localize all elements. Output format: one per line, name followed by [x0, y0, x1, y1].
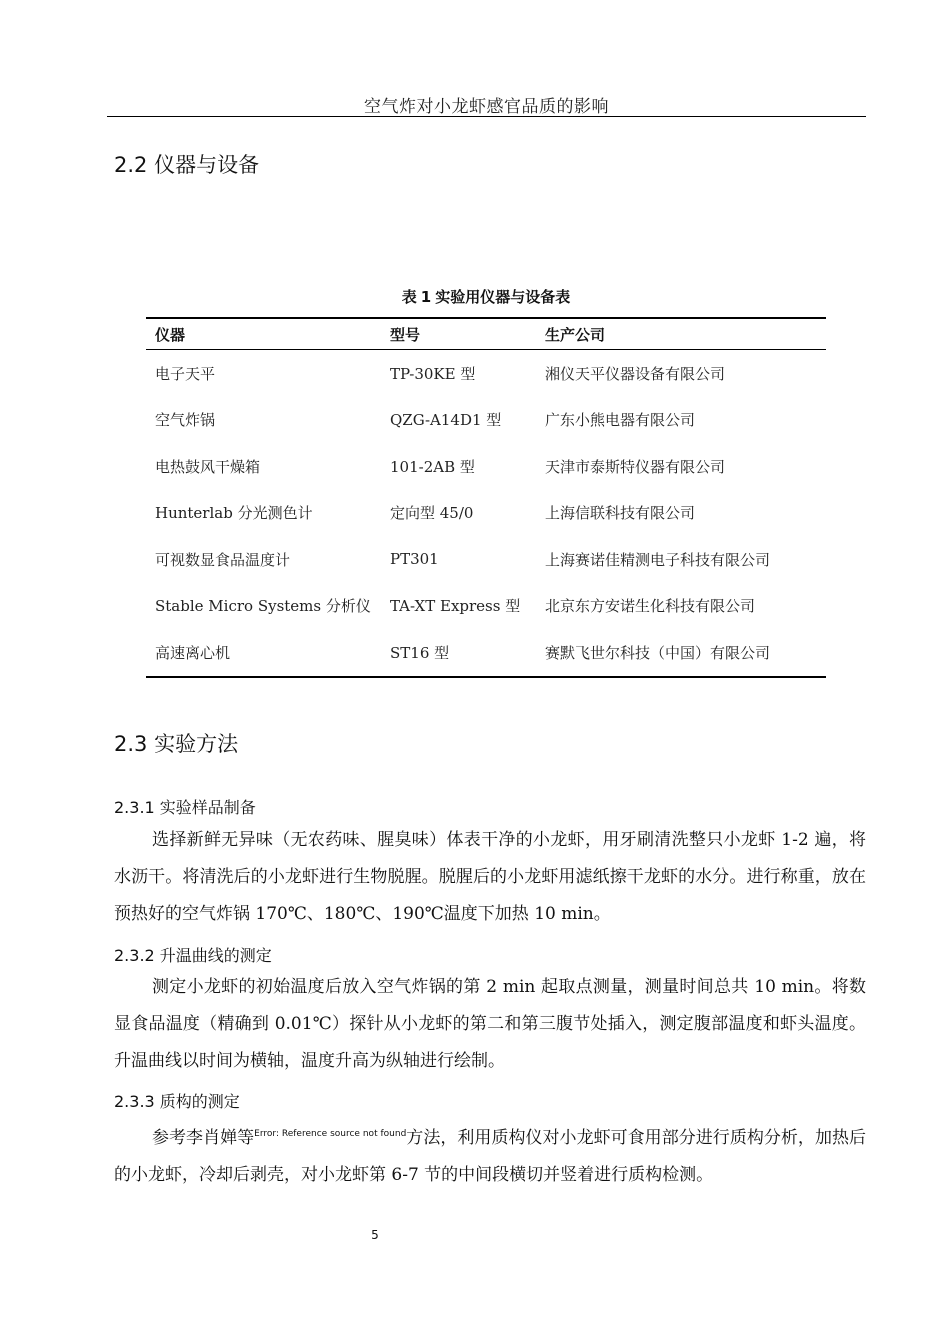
header-rule — [107, 116, 866, 117]
paragraph-sample-preparation: 选择新鲜无异味（无农药味、腥臭味）体表干净的小龙虾，用牙刷清洗整只小龙虾 1-2 遍，将水沥干。将清洗后的小龙虾进行生物脱腥。脱腥后的小龙虾用滤纸擦干龙虾的水分。进行称重，放在预热好的空气炸锅 170℃、180℃、190℃温度下加热 10 min。 — [114, 830, 866, 924]
table-header-cell: 型号 — [381, 318, 536, 350]
table-caption — [146, 286, 826, 307]
running-header: 空气炸对小龙虾感官品质的影响 — [364, 97, 609, 117]
table-caption-number: 1 — [420, 288, 432, 306]
table-cell: Hunterlab 分光测色计 — [155, 504, 313, 523]
table-cell: 天津市泰斯特仪器有限公司 — [545, 457, 726, 476]
table-caption-text: 实验用仪器与设备表 — [435, 288, 571, 306]
paragraph-text: 参考李肖婵等 — [152, 1128, 255, 1148]
subsection-heading-2-3-1: 2.3.1 实验样品制备 — [114, 798, 256, 817]
table-row — [146, 443, 826, 490]
table-cell: TP-30KE 型 — [390, 364, 476, 383]
table-cell: 上海赛诺佳精测电子科技有限公司 — [545, 550, 771, 569]
table-header-row — [146, 318, 826, 350]
table-cell: 北京东方安诺生化科技有限公司 — [545, 597, 756, 616]
reference-error-note: Error: Reference source not found — [254, 1129, 407, 1139]
table-cell: PT301 — [390, 550, 439, 569]
table-cell: ST16 型 — [381, 629, 536, 677]
equipment-table — [146, 317, 826, 678]
subsection-heading-2-3-2: 2.3.2 升温曲线的测定 — [114, 946, 272, 965]
table-cell: 赛默飞世尔科技（中国）有限公司 — [536, 629, 826, 677]
table-cell: 电热鼓风干燥箱 — [155, 457, 261, 476]
paragraph-heating-curve: 测定小龙虾的初始温度后放入空气炸锅的第 2 min 起取点测量，测量时间总共 10 min。将数显食品温度（精确到 0.01℃）探针从小龙虾的第二和第三腹节处插入，测定腹部温度和虾头温度。升温曲线以时间为横轴，温度升高为纵轴进行绘制。 — [114, 977, 866, 1071]
table-row — [146, 397, 826, 444]
subsection-heading-2-3-3: 2.3.3 质构的测定 — [114, 1092, 240, 1111]
table-header-cell: 仪器 — [146, 318, 381, 350]
table-cell: 可视数显食品温度计 — [155, 550, 291, 569]
table-row — [146, 350, 826, 397]
table-row — [146, 629, 826, 677]
table-row — [146, 583, 826, 630]
table-cell: 空气炸锅 — [155, 411, 216, 430]
table-cell: TA-XT Express 型 — [390, 597, 521, 616]
table-cell: Stable Micro Systems 分析仪 — [155, 597, 371, 616]
table-cell: 101-2AB 型 — [390, 457, 475, 476]
table-cell: 上海信联科技有限公司 — [545, 504, 696, 523]
section-heading-2-2: 2.2 仪器与设备 — [114, 153, 260, 177]
table-caption-prefix: 表 — [401, 288, 417, 306]
page-number: 5 — [371, 1228, 379, 1242]
table-cell: 广东小熊电器有限公司 — [545, 411, 696, 430]
table-cell: 定向型 45/0 — [390, 504, 474, 523]
section-heading-2-3: 2.3 实验方法 — [114, 732, 239, 756]
table-row — [146, 536, 826, 583]
table-cell: 电子天平 — [155, 364, 216, 383]
table-row — [146, 490, 826, 537]
table-header-cell: 生产公司 — [536, 318, 826, 350]
table-cell: 高速离心机 — [146, 629, 381, 677]
table-cell: 湘仪天平仪器设备有限公司 — [545, 364, 726, 383]
paragraph-texture — [114, 1116, 866, 1194]
paragraph-text: 方法，利用质构仪对小龙虾可食用部分进行质构分析，加热后的小龙虾，冷却后剥壳，对小龙虾第 6-7 节的中间段横切并竖着进行质构检测。 — [114, 1128, 867, 1185]
table-cell: QZG-A14D1 型 — [390, 411, 502, 430]
